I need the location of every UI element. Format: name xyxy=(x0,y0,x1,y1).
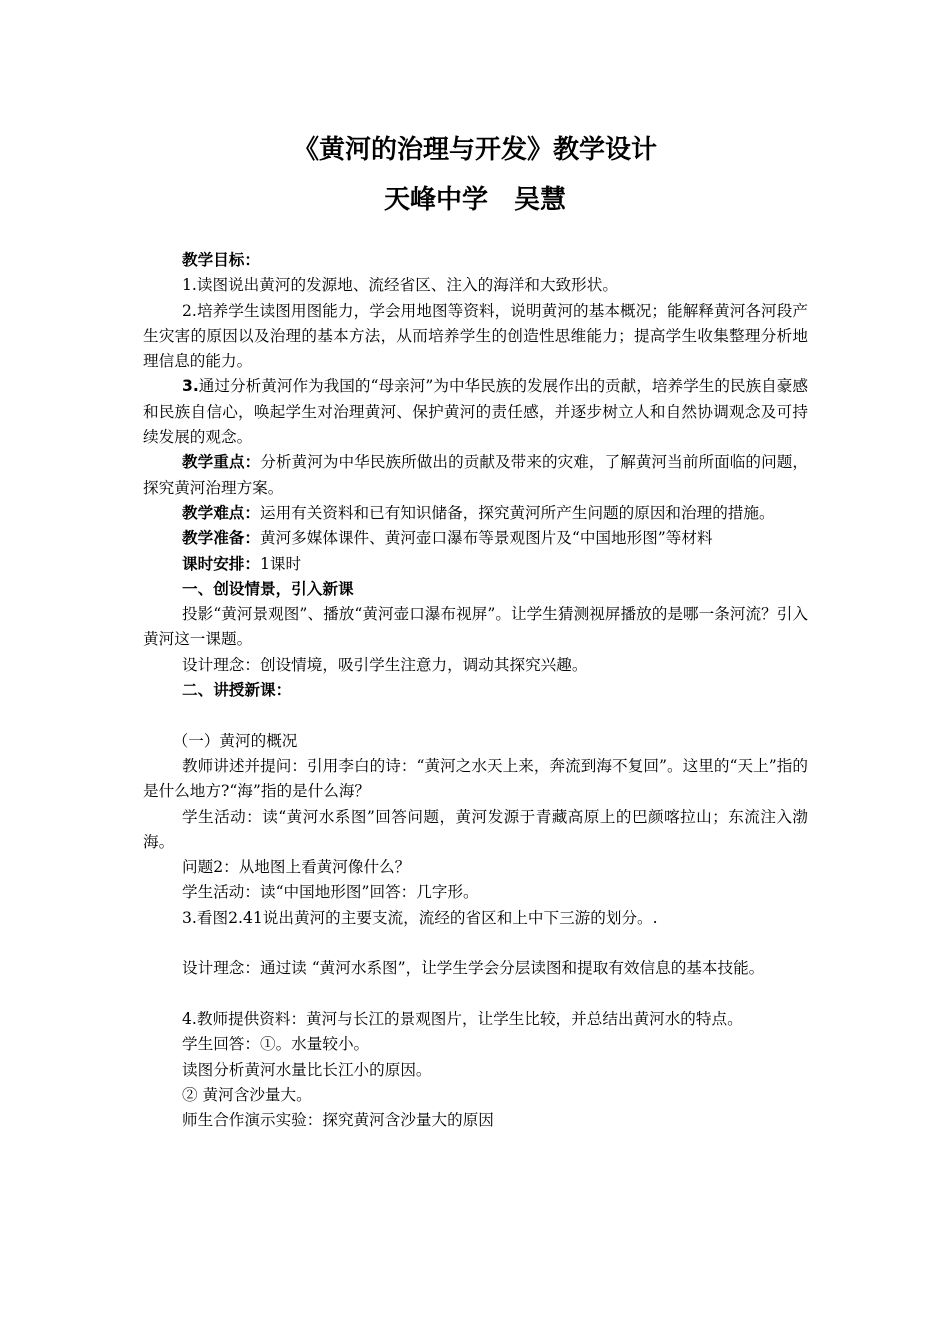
section-2-para-9: 读图分析黄河水量比长江小的原因。 xyxy=(182,1060,432,1079)
section-2-para-10: ② 黄河含沙量大。 xyxy=(182,1085,312,1104)
document-body xyxy=(143,248,808,1133)
difficulties-text: 运用有关资料和已有知识储备，探究黄河所产生问题的原因和治理的措施。 xyxy=(259,503,775,522)
objective-item-1: 1.读图说出黄河的发源地、流经省区、注入的海洋和大致形状。 xyxy=(182,276,618,295)
section-2-para-3: 问题2：从地图上看黄河像什么？ xyxy=(182,858,411,877)
section-2-para-11: 师生合作演示实验：探究黄河含沙量大的原因 xyxy=(182,1111,494,1130)
blank-line xyxy=(143,931,808,956)
objective-item-2: 2.培养学生读图用图能力，学会用地图等资料，说明黄河的基本概况；能解释黄河各河段产生灾害的原因以及治理的基本方法，从而培养学生的创造性思维能力；提高学生收集整理分析地理信息的能力。 xyxy=(143,301,808,371)
section-1-para-1: 投影“黄河景观图”、播放“黄河壶口瀑布视屏”。让学生猜测视屏播放的是哪一条河流？引入黄河这一课题。 xyxy=(143,605,808,649)
section-2-heading-text: 二、讲授新课： xyxy=(182,681,292,700)
section-2-para-7: 4.教师提供资料：黄河与长江的景观图片，让学生比较，并总结出黄河水的特点。 xyxy=(182,1009,743,1028)
blank-line xyxy=(143,982,808,1007)
section-1-para-2: 设计理念：创设情境，吸引学生注意力，调动其探究兴趣。 xyxy=(182,655,588,674)
difficulties xyxy=(143,501,808,526)
objective-item-3 xyxy=(143,374,808,450)
preparation xyxy=(143,526,808,551)
schedule-label: 课时安排： xyxy=(182,554,260,573)
key-points xyxy=(143,450,808,501)
blank-line xyxy=(143,703,808,728)
key-points-text: 分析黄河为中华民族所做出的贡献及带来的灾难，了解黄河当前所面临的问题，探究黄河治理方案。 xyxy=(143,453,808,497)
document-title: 《黄河的治理与开发》教学设计 xyxy=(292,135,657,165)
objectives-heading xyxy=(143,248,808,273)
preparation-text: 黄河多媒体课件、黄河壶口瀑布等景观图片及“中国地形图”等材料 xyxy=(259,529,713,548)
section-1-heading-text: 一、创设情景，引入新课 xyxy=(182,579,354,598)
section-2-para-2: 学生活动：读“黄河水系图”回答问题，黄河发源于青藏高原上的巴颜喀拉山；东流注入渤海。 xyxy=(143,807,808,851)
section-2-para-4: 学生活动：读“中国地形图”回答：几字形。 xyxy=(182,883,479,902)
schedule xyxy=(143,552,808,577)
section-2-subheading: （一）黄河的概况 xyxy=(172,731,298,750)
key-points-label: 教学重点： xyxy=(182,453,261,472)
objective-item-3-number: 3. xyxy=(182,377,199,396)
difficulties-label: 教学难点： xyxy=(182,503,260,522)
section-2-para-1: 教师讲述并提问：引用李白的诗：“黄河之水天上来，奔流到海不复回”。这里的“天上”指的是什么地方?“海”指的是什么海？ xyxy=(143,756,808,801)
section-1-heading xyxy=(143,577,808,602)
document-subtitle: 天峰中学 吴慧 xyxy=(383,185,566,215)
section-2-para-6: 设计理念：通过读 “黄河水系图”，让学生学会分层读图和提取有效信息的基本技能。 xyxy=(182,959,765,978)
section-2-heading xyxy=(143,678,808,703)
objective-item-3-text: 通过分析黄河作为我国的“母亲河”为中华民族的发展作出的贡献，培养学生的民族自豪感和民族自信心，唤起学生对治理黄河、保护黄河的责任感，并逐步树立人和自然协调观念及可持续发展的观念。 xyxy=(143,377,808,447)
preparation-label: 教学准备： xyxy=(182,529,260,548)
section-2-para-5: 3.看图2.41说出黄河的主要支流，流经的省区和上中下三游的划分。. xyxy=(182,908,658,927)
schedule-text: 1课时 xyxy=(259,554,302,573)
objectives-heading-label: 教学目标： xyxy=(182,251,260,269)
section-2-para-8: 学生回答：①。水量较小。 xyxy=(182,1035,370,1054)
